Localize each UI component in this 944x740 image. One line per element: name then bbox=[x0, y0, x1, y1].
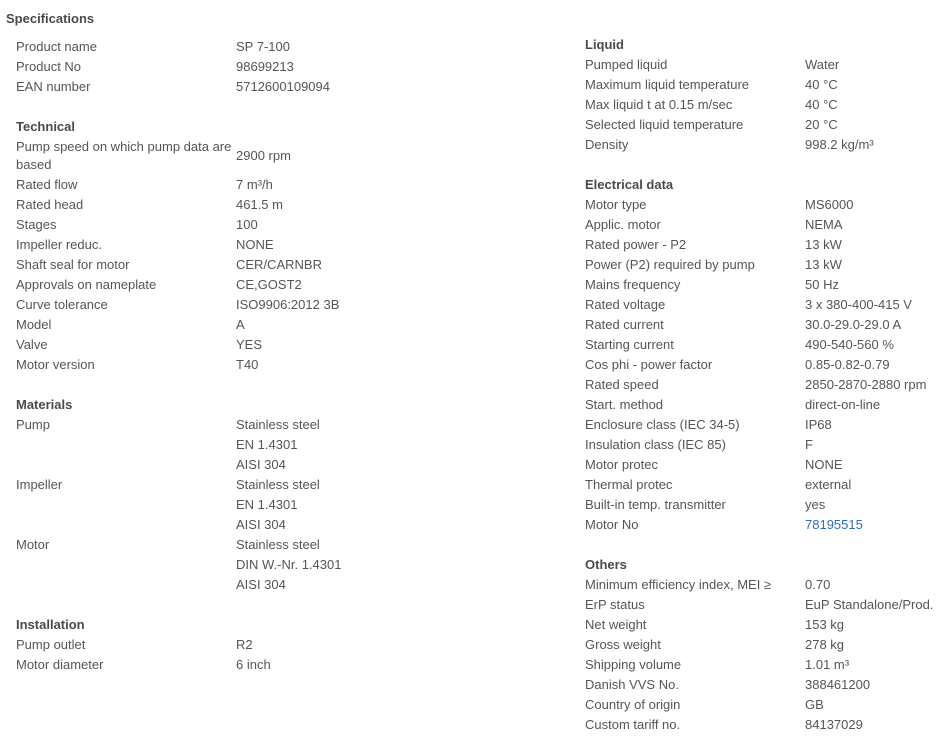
spec-values bbox=[236, 195, 339, 215]
spec-values bbox=[236, 335, 339, 355]
spec-row-motor-no bbox=[585, 515, 926, 535]
spec-row-mains-frequency bbox=[585, 275, 926, 295]
spec-values bbox=[805, 195, 926, 215]
section-title: Liquid bbox=[585, 37, 624, 52]
spec-values bbox=[236, 635, 271, 655]
spec-row-motor-protec bbox=[585, 455, 926, 475]
spec-value: 0.85-0.82-0.79 bbox=[805, 357, 890, 372]
spec-values bbox=[805, 315, 926, 335]
spec-value: 98699213 bbox=[236, 59, 294, 74]
section-general bbox=[16, 37, 330, 97]
spec-values bbox=[236, 315, 339, 335]
spec-row-ean-number bbox=[16, 77, 330, 97]
spec-label: Built-in temp. transmitter bbox=[585, 497, 726, 512]
spec-value: 461.5 m bbox=[236, 197, 283, 212]
spec-label: Motor No bbox=[585, 517, 639, 532]
spec-label: ErP status bbox=[585, 597, 645, 612]
spec-row-curve-tolerance bbox=[16, 295, 339, 315]
spec-row-cos-phi-power-factor bbox=[585, 355, 926, 375]
spec-row-thermal-protec bbox=[585, 475, 926, 495]
spec-row-product-no bbox=[16, 57, 330, 77]
spec-label: Motor diameter bbox=[16, 657, 104, 672]
spec-label: Starting current bbox=[585, 337, 674, 352]
spec-values bbox=[805, 335, 926, 355]
spec-row-model bbox=[16, 315, 339, 335]
spec-value: Stainless steel bbox=[236, 477, 320, 492]
spec-value: 40 °C bbox=[805, 77, 838, 92]
spec-values bbox=[805, 455, 926, 475]
spec-value: SP 7-100 bbox=[236, 39, 290, 54]
spec-value: 6 inch bbox=[236, 657, 271, 672]
spec-values bbox=[805, 295, 926, 315]
spec-values bbox=[805, 75, 874, 95]
spec-label: Thermal protec bbox=[585, 477, 673, 492]
spec-value: 490-540-560 % bbox=[805, 337, 894, 352]
spec-row-max-liquid-t-at-0-15-m-sec bbox=[585, 95, 874, 115]
spec-value: DIN W.-Nr. 1.4301 bbox=[236, 557, 342, 572]
spec-label: Rated power - P2 bbox=[585, 237, 687, 252]
section-title: Electrical data bbox=[585, 177, 674, 192]
spec-values bbox=[805, 655, 933, 675]
spec-label: Rated voltage bbox=[585, 297, 666, 312]
spec-value: Stainless steel bbox=[236, 537, 320, 552]
spec-label: Danish VVS No. bbox=[585, 677, 679, 692]
spec-label: Shaft seal for motor bbox=[16, 257, 130, 272]
spec-row-rated-power-p2 bbox=[585, 235, 926, 255]
spec-value: AISI 304 bbox=[236, 517, 286, 532]
section-liquid bbox=[585, 35, 874, 155]
spec-row-motor bbox=[16, 535, 341, 595]
spec-value: ISO9906:2012 3B bbox=[236, 297, 340, 312]
spec-label: Country of origin bbox=[585, 697, 681, 712]
spec-value: CE,GOST2 bbox=[236, 277, 302, 292]
spec-value: F bbox=[805, 437, 813, 452]
spec-value: GB bbox=[805, 697, 824, 712]
spec-values bbox=[805, 215, 926, 235]
spec-value: EuP Standalone/Prod. bbox=[805, 597, 934, 612]
spec-value: 20 °C bbox=[805, 117, 838, 132]
spec-value: 153 kg bbox=[805, 617, 845, 632]
spec-label: Shipping volume bbox=[585, 657, 682, 672]
spec-values bbox=[805, 515, 926, 535]
spec-row-country-of-origin bbox=[585, 695, 933, 715]
spec-values bbox=[236, 295, 339, 315]
section-others bbox=[585, 555, 933, 735]
spec-label: Impeller reduc. bbox=[16, 237, 102, 252]
spec-row-danish-vvs-no bbox=[585, 675, 933, 695]
spec-values bbox=[236, 146, 339, 166]
spec-row-motor-version bbox=[16, 355, 339, 375]
spec-values bbox=[805, 615, 933, 635]
spec-label: Motor version bbox=[16, 357, 95, 372]
spec-label: Product No bbox=[16, 59, 82, 74]
spec-label: Enclosure class (IEC 34-5) bbox=[585, 417, 740, 432]
spec-value: 50 Hz bbox=[805, 277, 839, 292]
spec-value: 30.0-29.0-29.0 A bbox=[805, 317, 902, 332]
spec-row-starting-current bbox=[585, 335, 926, 355]
spec-value: 13 kW bbox=[805, 237, 842, 252]
spec-value: T40 bbox=[236, 357, 259, 372]
spec-values bbox=[805, 375, 926, 395]
spec-label: Pump outlet bbox=[16, 637, 86, 652]
spec-value: 2900 rpm bbox=[236, 148, 291, 163]
spec-values bbox=[805, 495, 926, 515]
spec-label: Rated flow bbox=[16, 177, 78, 192]
spec-label: Cos phi - power factor bbox=[585, 357, 713, 372]
spec-row-minimum-efficiency-index-mei bbox=[585, 575, 933, 595]
spec-row-net-weight bbox=[585, 615, 933, 635]
spec-row-maximum-liquid-temperature bbox=[585, 75, 874, 95]
spec-value: EN 1.4301 bbox=[236, 497, 298, 512]
spec-values bbox=[805, 715, 933, 735]
spec-values bbox=[236, 535, 341, 595]
spec-values bbox=[236, 175, 339, 195]
spec-label: Rated current bbox=[585, 317, 664, 332]
spec-values bbox=[236, 57, 330, 77]
spec-values bbox=[805, 415, 926, 435]
spec-label: Motor type bbox=[585, 197, 647, 212]
spec-values bbox=[805, 115, 874, 135]
spec-values bbox=[236, 77, 330, 97]
spec-label: Start. method bbox=[585, 397, 664, 412]
section-materials bbox=[16, 395, 341, 595]
spec-values bbox=[805, 95, 874, 115]
spec-row-rated-flow bbox=[16, 175, 339, 195]
spec-label: Motor bbox=[16, 537, 50, 552]
spec-row-pump-outlet bbox=[16, 635, 271, 655]
spec-values bbox=[236, 215, 339, 235]
spec-label: Product name bbox=[16, 39, 97, 54]
spec-label: Model bbox=[16, 317, 52, 332]
spec-value: 0.70 bbox=[805, 577, 831, 592]
page-title: Specifications bbox=[6, 11, 95, 26]
section-title: Others bbox=[585, 557, 627, 572]
spec-values bbox=[236, 655, 271, 675]
spec-row-insulation-class-iec-85 bbox=[585, 435, 926, 455]
spec-value: 7 m³/h bbox=[236, 177, 273, 192]
spec-values bbox=[805, 635, 933, 655]
spec-label: Mains frequency bbox=[585, 277, 681, 292]
spec-label: Power (P2) required by pump bbox=[585, 257, 755, 272]
spec-label: Pump bbox=[16, 417, 50, 432]
spec-value: 84137029 bbox=[805, 717, 863, 732]
spec-label: Pump speed on which pump data are based bbox=[16, 139, 232, 172]
spec-values bbox=[236, 475, 341, 535]
spec-row-gross-weight bbox=[585, 635, 933, 655]
spec-value: NONE bbox=[236, 237, 274, 252]
spec-value: 1.01 m³ bbox=[805, 657, 850, 672]
spec-row-motor-diameter bbox=[16, 655, 271, 675]
spec-row-applic-motor bbox=[585, 215, 926, 235]
spec-value: IP68 bbox=[805, 417, 832, 432]
spec-value: A bbox=[236, 317, 245, 332]
spec-value: yes bbox=[805, 497, 826, 512]
spec-value: 40 °C bbox=[805, 97, 838, 112]
spec-value: 2850-2870-2880 rpm bbox=[805, 377, 927, 392]
spec-values bbox=[805, 435, 926, 455]
spec-values bbox=[805, 595, 933, 615]
section-installation bbox=[16, 615, 271, 675]
spec-row-rated-head bbox=[16, 195, 339, 215]
spec-row-shaft-seal-for-motor bbox=[16, 255, 339, 275]
spec-value: direct-on-line bbox=[805, 397, 881, 412]
spec-value: EN 1.4301 bbox=[236, 437, 298, 452]
spec-row-rated-speed bbox=[585, 375, 926, 395]
spec-values bbox=[805, 575, 933, 595]
spec-label: Selected liquid temperature bbox=[585, 117, 744, 132]
spec-value: NEMA bbox=[805, 217, 843, 232]
spec-label: Pumped liquid bbox=[585, 57, 668, 72]
spec-values bbox=[805, 675, 933, 695]
section-title: Materials bbox=[16, 397, 73, 412]
spec-label: Stages bbox=[16, 217, 57, 232]
spec-value: YES bbox=[236, 337, 263, 352]
spec-value: NONE bbox=[805, 457, 843, 472]
spec-label: Rated head bbox=[16, 197, 84, 212]
spec-label: Valve bbox=[16, 337, 48, 352]
spec-row-built-in-temp-transmitter bbox=[585, 495, 926, 515]
spec-values bbox=[236, 275, 339, 295]
spec-row-impeller bbox=[16, 475, 341, 535]
spec-value: 388461200 bbox=[805, 677, 871, 692]
spec-value: 5712600109094 bbox=[236, 79, 330, 94]
spec-value: MS6000 bbox=[805, 197, 854, 212]
spec-label: Curve tolerance bbox=[16, 297, 108, 312]
spec-value: CER/CARNBR bbox=[236, 257, 322, 272]
spec-label: Motor protec bbox=[585, 457, 658, 472]
spec-row-valve bbox=[16, 335, 339, 355]
spec-row-pump bbox=[16, 415, 341, 475]
spec-values bbox=[236, 37, 330, 57]
spec-value: external bbox=[805, 477, 852, 492]
spec-label: Applic. motor bbox=[585, 217, 661, 232]
spec-row-erp-status bbox=[585, 595, 933, 615]
spec-values bbox=[805, 235, 926, 255]
spec-label: Custom tariff no. bbox=[585, 717, 681, 732]
spec-row-motor-type bbox=[585, 195, 926, 215]
spec-row-impeller-reduc bbox=[16, 235, 339, 255]
spec-values bbox=[805, 395, 926, 415]
spec-value: 3 x 380-400-415 V bbox=[805, 297, 912, 312]
spec-values bbox=[805, 55, 874, 75]
spec-row-shipping-volume bbox=[585, 655, 933, 675]
spec-values bbox=[805, 255, 926, 275]
spec-row-start-method bbox=[585, 395, 926, 415]
spec-value: 13 kW bbox=[805, 257, 842, 272]
spec-row-pumped-liquid bbox=[585, 55, 874, 75]
spec-label: Impeller bbox=[16, 477, 63, 492]
spec-row-selected-liquid-temperature bbox=[585, 115, 874, 135]
section-electrical-data bbox=[585, 175, 926, 535]
spec-value: AISI 304 bbox=[236, 457, 286, 472]
spec-label: Density bbox=[585, 137, 629, 152]
spec-value: 998.2 kg/m³ bbox=[805, 137, 874, 152]
spec-label: Maximum liquid temperature bbox=[585, 77, 750, 92]
spec-value: Stainless steel bbox=[236, 417, 320, 432]
spec-row-approvals-on-nameplate bbox=[16, 275, 339, 295]
spec-label: EAN number bbox=[16, 79, 91, 94]
spec-value: 278 kg bbox=[805, 637, 845, 652]
spec-row-rated-voltage bbox=[585, 295, 926, 315]
spec-values bbox=[805, 475, 926, 495]
spec-value: Water bbox=[805, 57, 840, 72]
spec-values bbox=[236, 235, 339, 255]
spec-row-stages bbox=[16, 215, 339, 235]
spec-row-product-name bbox=[16, 37, 330, 57]
section-title: Installation bbox=[16, 617, 85, 632]
spec-row-custom-tariff-no bbox=[585, 715, 933, 735]
spec-values bbox=[805, 695, 933, 715]
section-technical bbox=[16, 117, 339, 375]
spec-values bbox=[236, 255, 339, 275]
spec-value-link[interactable]: 78195515 bbox=[805, 517, 863, 532]
spec-label: Approvals on nameplate bbox=[16, 277, 157, 292]
spec-value: AISI 304 bbox=[236, 577, 286, 592]
spec-row-rated-current bbox=[585, 315, 926, 335]
spec-label: Insulation class (IEC 85) bbox=[585, 437, 726, 452]
spec-label: Minimum efficiency index, MEI ≥ bbox=[585, 577, 772, 592]
spec-values bbox=[805, 275, 926, 295]
spec-label: Rated speed bbox=[585, 377, 659, 392]
section-title: Technical bbox=[16, 119, 76, 134]
spec-row-power-p2-required-by-pump bbox=[585, 255, 926, 275]
spec-row-enclosure-class-iec-34-5 bbox=[585, 415, 926, 435]
spec-values bbox=[805, 355, 926, 375]
spec-row-pump-speed-on-which-pump-data-are-based bbox=[16, 137, 339, 175]
spec-values bbox=[236, 415, 341, 475]
spec-label: Max liquid t at 0.15 m/sec bbox=[585, 97, 733, 112]
spec-values bbox=[805, 135, 874, 155]
spec-label: Gross weight bbox=[585, 637, 661, 652]
spec-value: R2 bbox=[236, 637, 253, 652]
spec-value: 100 bbox=[236, 217, 258, 232]
spec-label: Net weight bbox=[585, 617, 647, 632]
spec-values bbox=[236, 355, 339, 375]
spec-row-density bbox=[585, 135, 874, 155]
